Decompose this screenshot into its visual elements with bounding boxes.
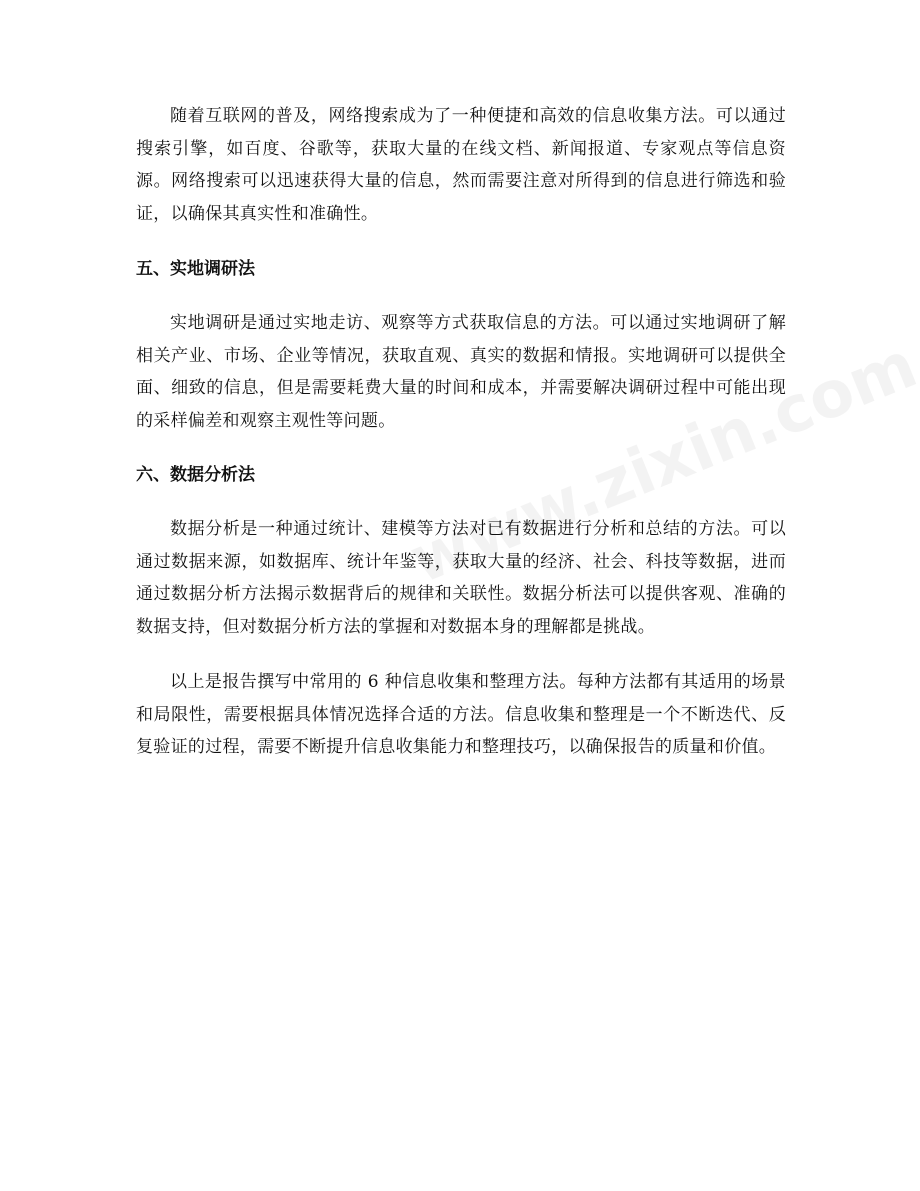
section-heading-field-research: 五、实地调研法	[136, 259, 255, 279]
paragraph-field-research: 实地调研是通过实地走访、观察等方式获取信息的方法。可以通过实地调研了解相关产业、市场、企业等情况，获取直观、真实的数据和情报。实地调研可以提供全面、细致的信息，但是需要耗费大量的时间和成本，并需要解决调研过程中可能出现的采样偏差和观察主观性等问题。	[136, 313, 786, 431]
paragraph-web-search: 随着互联网的普及，网络搜索成为了一种便捷和高效的信息收集方法。可以通过搜索引擎，如百度、谷歌等，获取大量的在线文档、新闻报道、专家观点等信息资源。网络搜索可以迅速获得大量的信息，然而需要注意对所得到的信息进行筛选和验证，以确保其真实性和准确性。	[136, 106, 786, 224]
paragraph-conclusion: 以上是报告撰写中常用的 6 种信息收集和整理方法。每种方法都有其适用的场景和局限性，需要根据具体情况选择合适的方法。信息收集和整理是一个不断迭代、反复验证的过程，需要不断提升信息收集能力和整理技巧，以确保报告的质量和价值。	[136, 672, 786, 757]
paragraph-data-analysis: 数据分析是一种通过统计、建模等方法对已有数据进行分析和总结的方法。可以通过数据来源，如数据库、统计年鉴等，获取大量的经济、社会、科技等数据，进而通过数据分析方法揭示数据背后的规律和关联性。数据分析法可以提供客观、准确的数据支持，但对数据分析方法的掌握和对数据本身的理解都是挑战。	[136, 519, 786, 637]
document-body	[136, 100, 786, 764]
section-heading-data-analysis: 六、数据分析法	[136, 465, 255, 485]
